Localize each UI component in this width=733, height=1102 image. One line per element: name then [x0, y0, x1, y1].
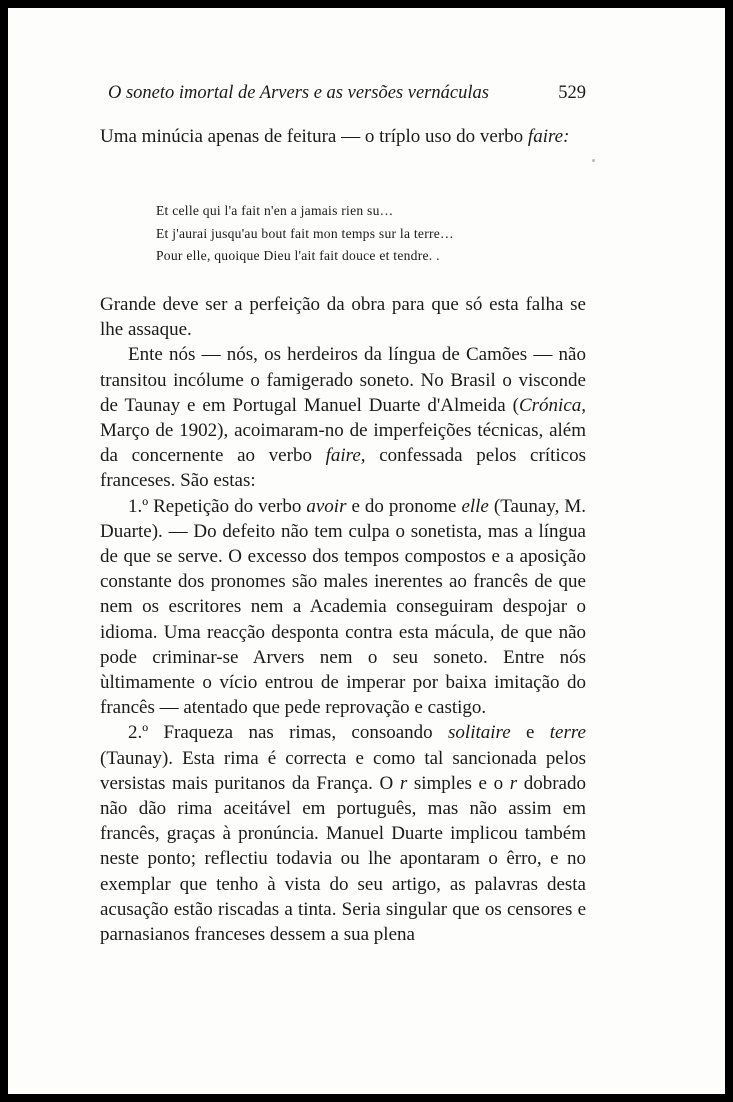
verse-line-3: Pour elle, quoique Dieu l'ait fait douce et tendre. .	[156, 248, 440, 263]
p2-text-e: confessada pelos críticos franceses. São estas:	[100, 445, 586, 492]
intro-paragraph	[100, 124, 586, 149]
p4-r-double: r	[509, 772, 518, 794]
p3-text-e: (Taunay, M. Duarte). — Do defeito não tem culpa o sonetista, mas a língua de que se serve. O excesso dos tempos compostos e a aposição constante dos pronomes são males inerentes ao francês de que nem os escritores nem a Academia conseguiram despojar o idioma. Uma reacção desponta contra esta mácula, de que não pode criminar-se Arvers nem o seu soneto. Entre nós ùltimamente o vício entrou de imperar por baixa imitação do francês — atentado que pede reprovação e castigo.	[100, 495, 586, 719]
p2-faire: faire,	[325, 445, 366, 467]
p3-text-a: 1.º Repetição do verbo	[128, 495, 307, 517]
p4-text-a: 2.º Fraqueza nas rimas, consoando	[128, 722, 449, 744]
p4-text-g: simples e o	[407, 772, 510, 794]
p2-text-c: Março de 1902), acoimaram-no de imperfeições técnicas, além da concernente ao verbo	[100, 420, 586, 467]
p4-text-e: (Taunay). Esta rima é correcta e como tal sancionada pelos versistas mais puritanos da França. O	[100, 747, 586, 794]
intro-colon: :	[563, 126, 570, 147]
intro-verb: faire	[527, 126, 564, 147]
p4-text-i: dobrado não dão rima aceitável em português, mas não assim em francês, graças à pronúncia. Manuel Duarte implicou também neste ponto; reflectiu todavia ou lhe apontaram o êrro, e no exemplar que tenho à vista do seu artigo, as palavras desta acusação estão riscadas a tinta. Seria singular que os censores e parnasianos franceses dessem a sua plena	[100, 772, 586, 946]
paragraph-4	[100, 720, 586, 947]
paragraph-3	[100, 494, 586, 721]
verse-quotation	[156, 200, 454, 268]
p3-elle: elle	[461, 495, 489, 517]
running-title: O soneto imortal de Arvers e as versões vernáculas	[108, 83, 489, 103]
p3-text-c: e do pronome	[346, 495, 462, 517]
p4-r-simple: r	[399, 772, 408, 794]
p4-terre: terre	[549, 722, 586, 744]
p2-cronica: Crónica,	[518, 394, 586, 416]
paper-speck	[592, 159, 595, 162]
p4-solitaire: solitaire	[448, 722, 511, 744]
p4-text-c: e	[510, 722, 550, 744]
verse-line-1: Et celle qui l'a fait n'en a jamais rien su…	[156, 203, 394, 218]
running-header	[108, 78, 586, 108]
p2-text-a: Ente nós — nós, os herdeiros da língua de Camões — não transitou incólume o famigerado soneto. No Brasil o visconde de Taunay e em Portugal Manuel Duarte d'Almeida (	[100, 344, 586, 416]
p3-avoir: avoir	[306, 495, 347, 517]
paragraph-1: Grande deve ser a perfeição da obra para que só esta falha se lhe assaque.	[100, 294, 586, 341]
page-number: 529	[558, 83, 586, 103]
intro-lead: Uma minúcia apenas de feitura — o tríplo uso do verbo	[100, 126, 528, 147]
verse-line-2: Et j'aurai jusqu'au bout fait mon temps sur la terre…	[156, 225, 454, 241]
body-text	[100, 292, 586, 947]
paragraph-2	[100, 342, 586, 493]
